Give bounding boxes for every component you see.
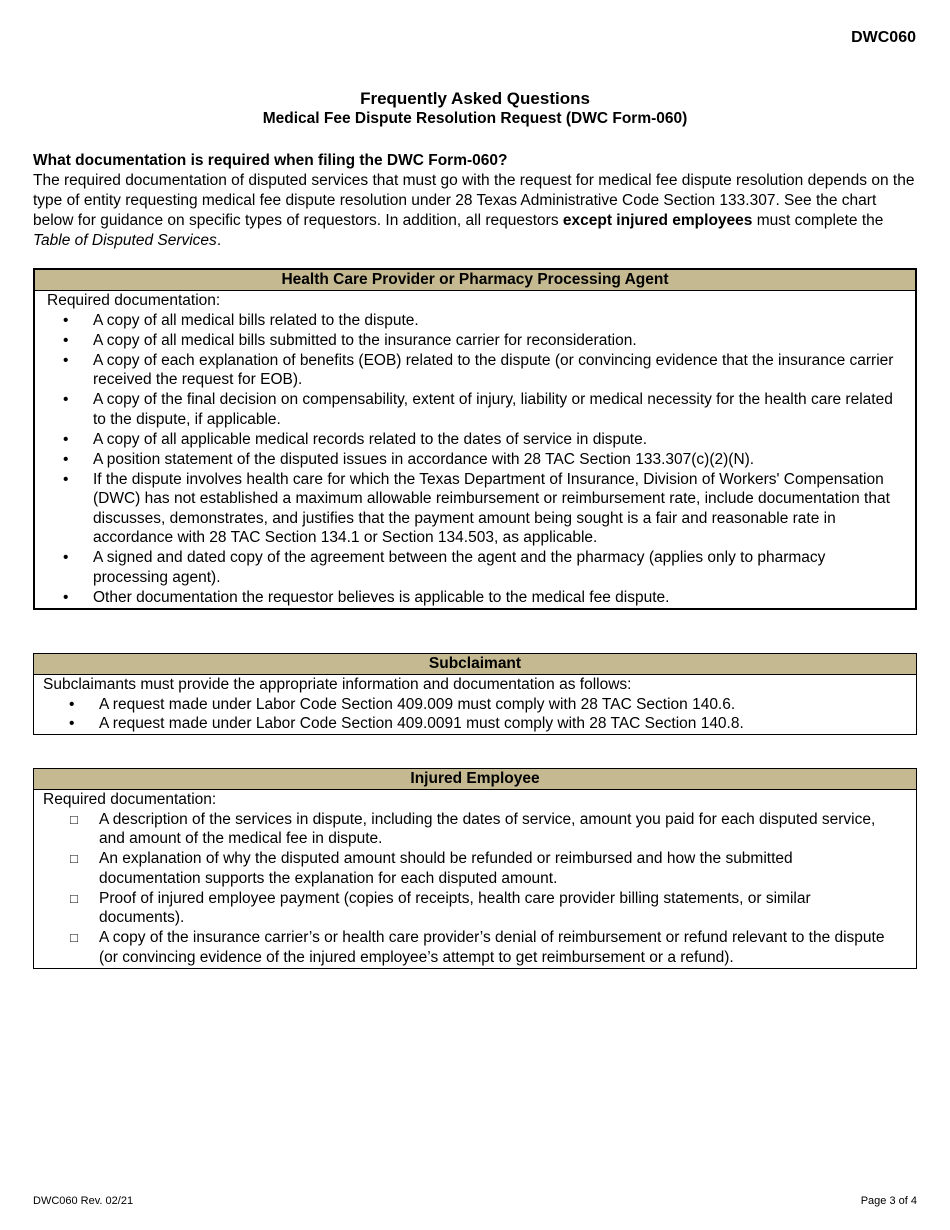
list-item	[34, 810, 916, 850]
list-item-text: A copy of the final decision on compensability, extent of injury, liability or medical necessity for the health care related to the dispute, if applicable.	[93, 391, 893, 428]
faq-question: What documentation is required when filing the DWC Form-060?	[33, 152, 508, 169]
bullet-icon: •	[63, 351, 69, 369]
provider-box	[33, 268, 917, 610]
faq-answer-emphasis: except injured employees	[562, 212, 753, 229]
faq-answer-text: The required documentation of disputed services that must go with the request for medical fee dispute resolution depends on the type of entity requesting medical fee dispute resolution under 28 Texas Administrative Code Section 133.307. See the chart below for guidance on specific types of requestors. In addition, all requestors	[33, 172, 915, 229]
revision-label: DWC060 Rev. 02/21	[33, 1195, 134, 1207]
checkbox-icon: □	[70, 930, 78, 945]
bullet-icon: •	[63, 331, 69, 349]
list-item-text: A copy of all medical bills related to the dispute.	[93, 311, 419, 329]
employee-heading: Injured Employee	[34, 769, 916, 790]
checkbox-icon: □	[70, 811, 78, 827]
employee-list	[34, 810, 916, 968]
list-item-text: A request made under Labor Code Section 409.009 must comply with 28 TAC Section 140.6.	[99, 695, 736, 713]
subclaimant-intro: Subclaimants must provide the appropriate information and documentation as follows:	[43, 676, 632, 693]
employee-box	[33, 768, 917, 969]
list-item-text: An explanation of why the disputed amount should be refunded or reimbursed and how the submitted documentation supports the explanation for each disputed amount.	[99, 850, 793, 887]
list-item-text: A copy of each explanation of benefits (EOB) related to the dispute (or convincing evidence that the insurance carrier received the request for EOB).	[93, 351, 894, 388]
list-item-text: If the dispute involves health care for which the Texas Department of Insurance, Division of Workers' Compensation (DWC) has not established a maximum allowable reimbursement or reimbursement rate, include documentation that discusses, demonstrates, and justifies that the payment amount being sought is a fair and reasonable rate in accordance with 28 TAC Section 134.1 or Section 134.503, as applicable.	[93, 470, 890, 546]
bullet-icon: •	[69, 695, 75, 713]
list-item	[35, 430, 915, 450]
list-item-text: A copy of all medical bills submitted to the insurance carrier for reconsideration.	[93, 331, 637, 349]
list-item	[35, 470, 915, 549]
bullet-icon: •	[63, 549, 69, 566]
faq-section	[33, 151, 917, 251]
list-item	[35, 331, 915, 351]
list-item-text: A copy of all applicable medical records related to the dates of service in dispute.	[93, 430, 648, 448]
page-number: Page 3 of 4	[860, 1195, 917, 1207]
list-item	[35, 588, 915, 608]
bullet-icon: •	[69, 715, 75, 732]
subclaimant-list	[34, 695, 916, 734]
checkbox-icon: □	[70, 890, 78, 906]
list-item-text: A description of the services in dispute, including the dates of service, amount you paid for each disputed service, and amount of the medical fee in dispute.	[99, 810, 876, 847]
list-item-text: Other documentation the requestor believes is applicable to the medical fee dispute.	[93, 588, 670, 606]
list-item	[35, 351, 915, 391]
list-item	[35, 390, 915, 430]
faq-answer-end: .	[216, 232, 222, 249]
bullet-icon: •	[63, 311, 69, 329]
page-title: Frequently Asked Questions	[360, 89, 590, 108]
list-item-text: A signed and dated copy of the agreement between the agent and the pharmacy (applies only to pharmacy processing agent).	[93, 549, 826, 586]
faq-answer-text-2: must complete the	[752, 212, 884, 229]
bullet-icon: •	[63, 470, 69, 488]
list-item-text: A position statement of the disputed issues in accordance with 28 TAC Section 133.307(c)(2)(N).	[93, 450, 755, 468]
employee-intro: Required documentation:	[43, 791, 217, 808]
faq-answer-italic: Table of Disputed Services	[33, 232, 217, 249]
list-item	[35, 311, 915, 331]
list-item-text: A copy of the insurance carrier’s or health care provider’s denial of reimbursement or refund relevant to the dispute (or convincing evidence of the injured employee’s attempt to get reimbursement or a refund).	[99, 929, 885, 966]
list-item	[34, 889, 916, 929]
subclaimant-box	[33, 653, 917, 735]
list-item	[34, 695, 916, 715]
list-item	[35, 450, 915, 470]
bullet-icon: •	[63, 588, 69, 606]
list-item-text: A request made under Labor Code Section 409.0091 must comply with 28 TAC Section 140.8.	[99, 715, 744, 732]
subclaimant-heading: Subclaimant	[34, 654, 916, 675]
bullet-icon: •	[63, 450, 69, 468]
page-subtitle: Medical Fee Dispute Resolution Request (DWC Form-060)	[262, 110, 688, 127]
provider-heading: Health Care Provider or Pharmacy Processing Agent	[35, 270, 915, 291]
provider-list	[35, 311, 915, 608]
list-item	[34, 928, 916, 968]
bullet-icon: •	[63, 430, 69, 448]
title-block	[0, 89, 950, 129]
checkbox-icon: □	[70, 851, 78, 866]
list-item-text: Proof of injured employee payment (copies of receipts, health care provider billing statements, or similar documents).	[99, 889, 811, 926]
list-item	[35, 548, 915, 588]
form-id: DWC060	[851, 29, 916, 46]
faq-answer	[33, 171, 917, 251]
provider-intro: Required documentation:	[47, 292, 221, 309]
list-item	[34, 849, 916, 889]
list-item	[34, 714, 916, 734]
bullet-icon: •	[63, 391, 69, 408]
